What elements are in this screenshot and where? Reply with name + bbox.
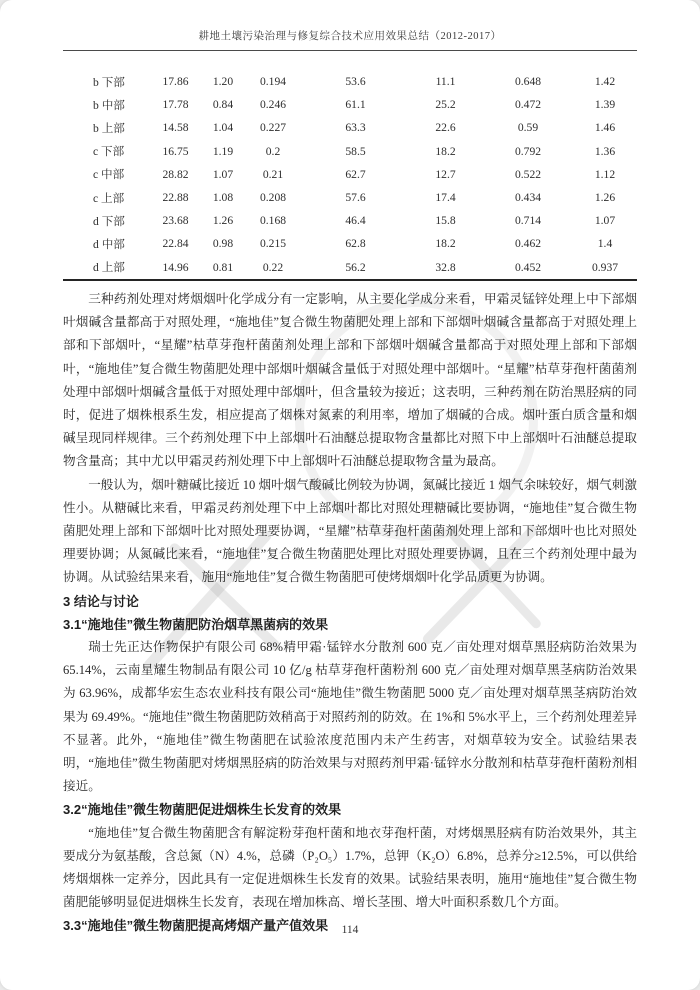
- table-cell: 0.215: [259, 237, 287, 251]
- table-row: [63, 116, 637, 139]
- row-label: c 下部: [93, 145, 125, 159]
- table-cell: 1.42: [594, 75, 616, 89]
- table-cell: 16.75: [162, 144, 189, 158]
- table-cell: 1.07: [594, 214, 616, 228]
- table-cell: 53.6: [345, 75, 366, 89]
- table-body: [63, 70, 637, 279]
- row-label: b 中部: [93, 98, 125, 112]
- page-number: 114: [341, 924, 359, 936]
- table-cell: 1.26: [594, 191, 616, 205]
- body-copy: [63, 288, 637, 938]
- table-cell: 0.648: [514, 75, 542, 89]
- paragraph-growth-promotion: “施地佳”复合微生物菌肥含有解淀粉芽孢杆菌和地衣芽孢杆菌，对烤烟黑胫病有防治效果外，其主要成分为氨基酸，含总氮（N）4.%，总磷（P₂O₅）1.7%，总钾（K₂O）6.8%，总养分≥12.5%，可以供给烤烟烟株一定养分，因此具有一定促进烟株生长发育的效果。试验结果表明，施用“施地佳”复合微生物菌肥能够明显促进烟株生长发育，表现在增加株高、增长茎围、增大叶面积系数几个方面。: [63, 825, 637, 910]
- table-row: [63, 140, 637, 163]
- table-cell: 15.8: [435, 214, 456, 228]
- table-cell: 58.5: [345, 144, 366, 158]
- table-cell: 28.82: [162, 167, 189, 181]
- table-cell: 57.6: [345, 191, 366, 205]
- table-cell: 0.21: [262, 167, 284, 181]
- table-cell: 1.39: [594, 98, 616, 112]
- table-cell: 14.58: [162, 121, 189, 135]
- row-label: d 上部: [93, 261, 125, 275]
- table-cell: 17.78: [162, 98, 189, 112]
- table-cell: 63.3: [345, 121, 366, 135]
- table-cell: 0.792: [514, 144, 542, 158]
- row-label: d 下部: [93, 214, 125, 228]
- table-cell: 22.88: [162, 191, 189, 205]
- row-label: d 中部: [93, 237, 125, 251]
- table-row: [63, 186, 637, 209]
- table-cell: 11.1: [435, 75, 456, 89]
- table-cell: 0.2: [265, 144, 281, 158]
- table-cell: 17.86: [162, 75, 189, 89]
- table-cell: 1.07: [212, 167, 234, 181]
- table-cell: 0.194: [259, 75, 287, 89]
- table-cell: 0.59: [517, 121, 539, 135]
- chemical-composition-table: [63, 70, 637, 281]
- table-cell: 0.22: [262, 260, 284, 274]
- section-heading-3-1: 3.1“施地佳”微生物菌肥防治烟草黑菌病的效果: [63, 616, 329, 632]
- table-cell: 1.26: [212, 214, 234, 228]
- table-cell: 1.08: [212, 191, 234, 205]
- section-heading-3-3: 3.3“施地佳”微生物菌肥提高烤烟产量产值效果: [63, 918, 329, 934]
- table-cell: 62.7: [345, 167, 366, 181]
- table-cell: 17.4: [435, 191, 456, 205]
- section-heading-3-2: 3.2“施地佳”微生物菌肥促进烟株生长发育的效果: [63, 802, 342, 818]
- table-cell: 0.84: [212, 98, 234, 112]
- row-label: c 上部: [93, 191, 125, 205]
- table-cell: 1.20: [212, 75, 234, 89]
- table-cell: 0.452: [514, 260, 542, 274]
- table-row: [63, 70, 637, 93]
- table-cell: 18.2: [435, 237, 456, 251]
- table-cell: 0.522: [514, 167, 542, 181]
- table-cell: 12.7: [435, 167, 456, 181]
- paragraph-sugar-alkaloid-ratio: 一般认为，烟叶糖碱比接近 10 烟叶烟气酸碱比例较为协调，氮碱比接近 1 烟气余味较好，烟气刺激性小。从糖碱比来看，甲霜灵药剂处理下中上部烟叶都比对照处理糖碱比要协调，“施地佳”复合微生物菌肥处理上部和下部烟叶比对照处理要协调，“星耀”枯草芽孢杆菌菌剂处理上部和下部烟叶也比对照处理要协调；从氮碱比来看，“施地佳”复合微生物菌肥处理比对照处理要协调，且在三个药剂处理中最为协调。从试验结果来看，施用“施地佳”复合微生物菌肥可使烤烟烟叶化学品质更为协调。: [63, 477, 637, 585]
- table-cell: 32.8: [435, 260, 456, 274]
- table-cell: 0.246: [259, 98, 287, 112]
- table-cell: 23.68: [162, 214, 189, 228]
- table-cell: 22.84: [162, 237, 189, 251]
- row-label: c 中部: [93, 168, 125, 182]
- table-cell: 14.96: [162, 260, 189, 274]
- row-label: b 下部: [93, 75, 125, 89]
- table-cell: 18.2: [435, 144, 456, 158]
- table-cell: 0.937: [591, 260, 619, 274]
- table-cell: 0.168: [259, 214, 287, 228]
- table-cell: 1.36: [594, 144, 616, 158]
- row-label: b 上部: [93, 121, 125, 135]
- table-cell: 0.462: [514, 237, 542, 251]
- table-row: [63, 232, 637, 255]
- table-cell: 0.208: [259, 191, 287, 205]
- table-cell: 61.1: [345, 98, 366, 112]
- table-cell: 0.434: [514, 191, 542, 205]
- table-cell: 0.227: [259, 121, 287, 135]
- table-cell: 56.2: [345, 260, 366, 274]
- section-heading-conclusion: 3 结论与讨论: [63, 593, 139, 609]
- table-cell: 25.2: [435, 98, 456, 112]
- table-cell: 0.714: [514, 214, 542, 228]
- table-row: [63, 256, 637, 279]
- table-cell: 1.12: [594, 167, 616, 181]
- table-row: [63, 209, 637, 232]
- table-cell: 62.8: [345, 237, 366, 251]
- table-cell: 46.4: [345, 214, 366, 228]
- table-cell: 0.98: [212, 237, 234, 251]
- table-row: [63, 163, 637, 186]
- running-header-title: 耕地土壤污染治理与修复综合技术应用效果总结（2012-2017）: [63, 28, 637, 51]
- table-cell: 0.472: [514, 98, 542, 112]
- table-cell: 0.81: [212, 260, 234, 274]
- table-cell: 1.4: [597, 237, 613, 251]
- table-cell: 1.19: [212, 144, 234, 158]
- table-cell: 22.6: [435, 121, 456, 135]
- table-cell: 1.04: [212, 121, 234, 135]
- paragraph-disease-control-results: 瑞士先正达作物保护有限公司 68%精甲霜·锰锌水分散剂 600 克／亩处理对烟草黑胫病防治效果为 65.14%，云南星耀生物制品有限公司 10 亿/g 枯草芽孢杆菌粉剂 600 克／亩处理对烟草黑茎病防治效果为 63.96%，成都华宏生态农业科技有限公司“施地佳”微生物菌肥 5000 克／亩处理对烟草黑茎病防治效果为 69.49%。“施地佳”微生物菌肥防效稍高于对照药剂的防效。在 1%和 5%水平上，三个药剂处理差异不显著。此外，“施地佳”微生物菌肥在试验浓度范围内未产生药害，对烟草较为安全。试验结果表明，“施地佳”微生物菌肥对烤烟黑胫病的防治效果与对照药剂甲霜·锰锌水分散剂和枯草芽孢杆菌粉剂相接近。: [63, 640, 637, 794]
- table-cell: 1.46: [594, 121, 616, 135]
- paragraph-chemical-analysis: 三种药剂处理对烤烟烟叶化学成分有一定影响，从主要化学成分来看，甲霜灵锰锌处理上中下部烟叶烟碱含量都高于对照处理，“施地佳”复合微生物菌肥处理上部和下部烟叶烟碱含量都高于对照处理上部和下部烟叶，“星耀”枯草芽孢杆菌菌剂处理上部和下部烟叶烟碱含量都高于对照处理上部和下部烟叶，“施地佳”复合微生物菌肥处理中部烟叶烟碱含量低于对照处理中部烟叶。“星耀”枯草芽孢杆菌菌剂处理中部烟叶烟碱含量低于对照处理中部烟叶，但含量较为接近；这表明，三种药剂在防治黑胫病的同时，促进了烟株根系生发，相应提高了烟株对氮素的利用率，增加了烟碱的合成。烟叶蛋白质含量和烟碱呈现同样规律。三个药剂处理下中上部烟叶石油醚总提取物含量都比对照下中上部烟叶石油醚总提取物含量高；其中尤以甲霜灵药剂处理下中上部烟叶石油醚总提取物含量为最高。: [63, 292, 637, 469]
- table-row: [63, 93, 637, 116]
